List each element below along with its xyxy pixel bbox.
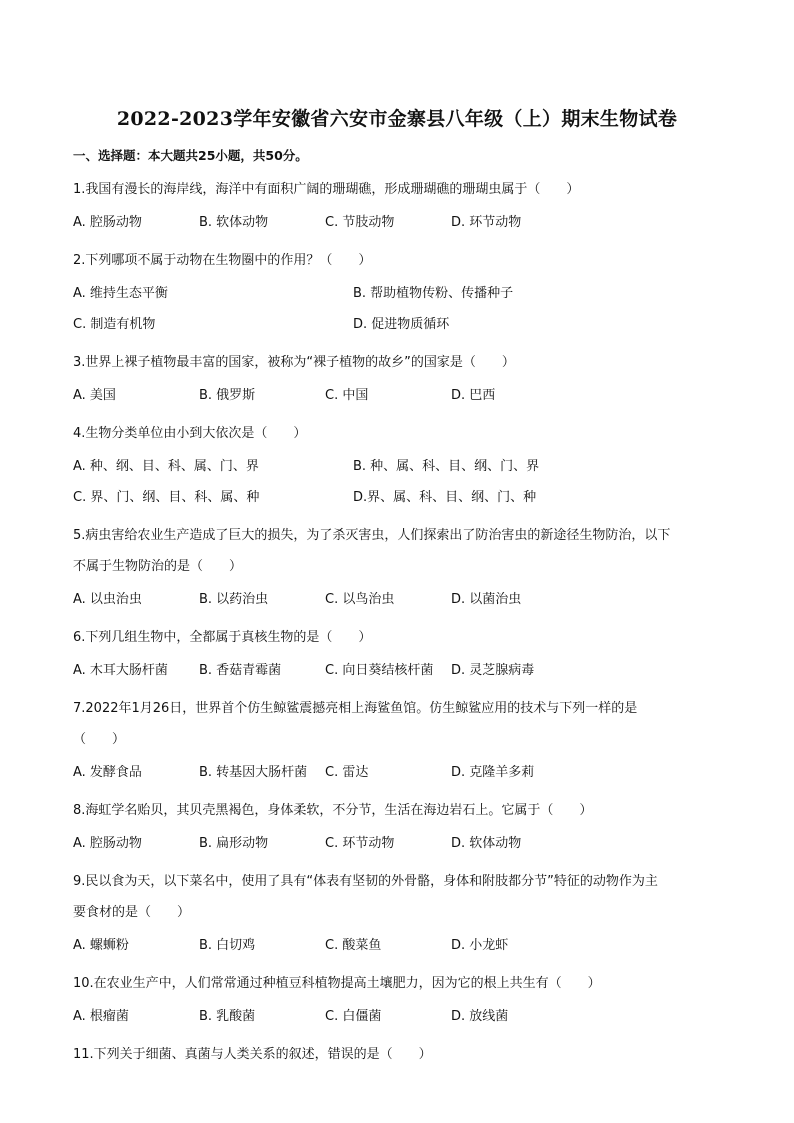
question-list: [73, 174, 723, 1079]
option-row: [73, 205, 723, 236]
option-a: A. 木耳大肠杆菌: [73, 663, 168, 678]
option-b: B. 白切鸡: [199, 938, 256, 953]
question-stem: 10.在农业生产中，人们常常通过种植豆科植物提高土壤肥力，因为它的根上共生有（ ）: [73, 976, 601, 991]
option-d: D. 放线菌: [451, 1009, 509, 1024]
question-stem: 3.世界上裸子植物最丰富的国家，被称为“裸子植物的故乡”的国家是（ ）: [73, 355, 515, 370]
option-c: C. 制造有机物: [73, 317, 156, 332]
option-c: C. 中国: [325, 388, 369, 403]
option-b: B. 香菇青霉菌: [199, 663, 282, 678]
question-stem: 9.民以食为天，以下菜名中，使用了具有“体表有坚韧的外骨骼，身体和附肢都分节”特征的动物作为主: [73, 874, 658, 889]
question-3: [73, 347, 723, 409]
option-d: D.界、属、科、目、纲、门、种: [353, 490, 537, 505]
question-stem-continued: （ ）: [73, 732, 126, 747]
option-a: A. 以虫治虫: [73, 592, 142, 607]
question-6: [73, 622, 723, 684]
option-c: C. 环节动物: [325, 836, 395, 851]
option-c: C. 雷达: [325, 765, 369, 780]
option-row: [73, 378, 723, 409]
section-heading: 一、选择题：本大题共25小题，共50分。: [73, 148, 308, 163]
option-row: [73, 826, 723, 857]
option-a: A. 腔肠动物: [73, 215, 142, 230]
option-c: C. 节肢动物: [325, 215, 395, 230]
option-row: [73, 307, 723, 338]
option-b: B. 乳酸菌: [199, 1009, 256, 1024]
option-a: A. 根瘤菌: [73, 1009, 129, 1024]
option-c: C. 酸菜鱼: [325, 938, 382, 953]
option-c: C. 以鸟治虫: [325, 592, 395, 607]
option-d: D. 小龙虾: [451, 938, 509, 953]
question-stem-continued: 要食材的是（ ）: [73, 905, 191, 920]
option-b: B. 扁形动物: [199, 836, 269, 851]
option-d: D. 以菌治虫: [451, 592, 522, 607]
option-d: D. 灵芝腺病毒: [451, 663, 535, 678]
question-1: [73, 174, 723, 236]
question-stem: 5.病虫害给农业生产造成了巨大的损失，为了杀灭害虫，人们探索出了防治害虫的新途径生物防治，以下: [73, 528, 671, 543]
option-b: B. 种、属、科、目、纲、门、界: [353, 459, 540, 474]
option-row: [73, 653, 723, 684]
question-11: [73, 1039, 723, 1070]
option-row: [73, 480, 723, 511]
question-9: [73, 866, 723, 959]
option-d: D. 环节动物: [451, 215, 522, 230]
option-d: D. 促进物质循环: [353, 317, 450, 332]
question-stem-continued: 不属于生物防治的是（ ）: [73, 559, 243, 574]
option-c: C. 向日葵结核杆菌: [325, 663, 434, 678]
question-stem: 2.下列哪项不属于动物在生物圈中的作用？（ ）: [73, 253, 372, 268]
option-a: A. 发酵食品: [73, 765, 142, 780]
question-stem: 4.生物分类单位由小到大依次是（ ）: [73, 426, 307, 441]
option-row: [73, 582, 723, 613]
option-c: C. 界、门、纲、目、科、属、种: [73, 490, 260, 505]
option-c: C. 白僵菌: [325, 1009, 382, 1024]
option-a: A. 维持生态平衡: [73, 286, 168, 301]
option-row: [73, 755, 723, 786]
option-a: A. 腔肠动物: [73, 836, 142, 851]
question-5: [73, 520, 723, 613]
question-10: [73, 968, 723, 1030]
option-a: A. 种、纲、目、科、属、门、界: [73, 459, 259, 474]
option-a: A. 螺蛳粉: [73, 938, 129, 953]
exam-title: 2022-2023学年安徽省六安市金寨县八年级（上）期末生物试卷: [116, 108, 678, 130]
option-a: A. 美国: [73, 388, 116, 403]
option-row: [73, 928, 723, 959]
question-stem: 11.下列关于细菌、真菌与人类关系的叙述，错误的是（ ）: [73, 1047, 432, 1062]
option-b: B. 软体动物: [199, 215, 269, 230]
option-d: D. 巴西: [451, 388, 496, 403]
question-stem: 6.下列几组生物中，全都属于真核生物的是（ ）: [73, 630, 372, 645]
option-b: B. 俄罗斯: [199, 388, 256, 403]
question-stem: 8.海虹学名贻贝，其贝壳黑褐色，身体柔软，不分节，生活在海边岩石上。它属于（ ）: [73, 803, 593, 818]
question-4: [73, 418, 723, 511]
question-stem: 7.2022年1月26日，世界首个仿生鲸鲨震撼亮相上海鲨鱼馆。仿生鲸鲨应用的技术与下列一样的是: [73, 701, 638, 716]
option-d: D. 软体动物: [451, 836, 522, 851]
option-row: [73, 449, 723, 480]
question-2: [73, 245, 723, 338]
question-8: [73, 795, 723, 857]
option-b: B. 转基因大肠杆菌: [199, 765, 308, 780]
option-b: B. 以药治虫: [199, 592, 269, 607]
option-row: [73, 999, 723, 1030]
option-row: [73, 276, 723, 307]
option-b: B. 帮助植物传粉、传播种子: [353, 286, 514, 301]
question-7: [73, 693, 723, 786]
question-stem: 1.我国有漫长的海岸线，海洋中有面积广阔的珊瑚礁，形成珊瑚礁的珊瑚虫属于（ ）: [73, 182, 580, 197]
option-d: D. 克隆羊多莉: [451, 765, 535, 780]
